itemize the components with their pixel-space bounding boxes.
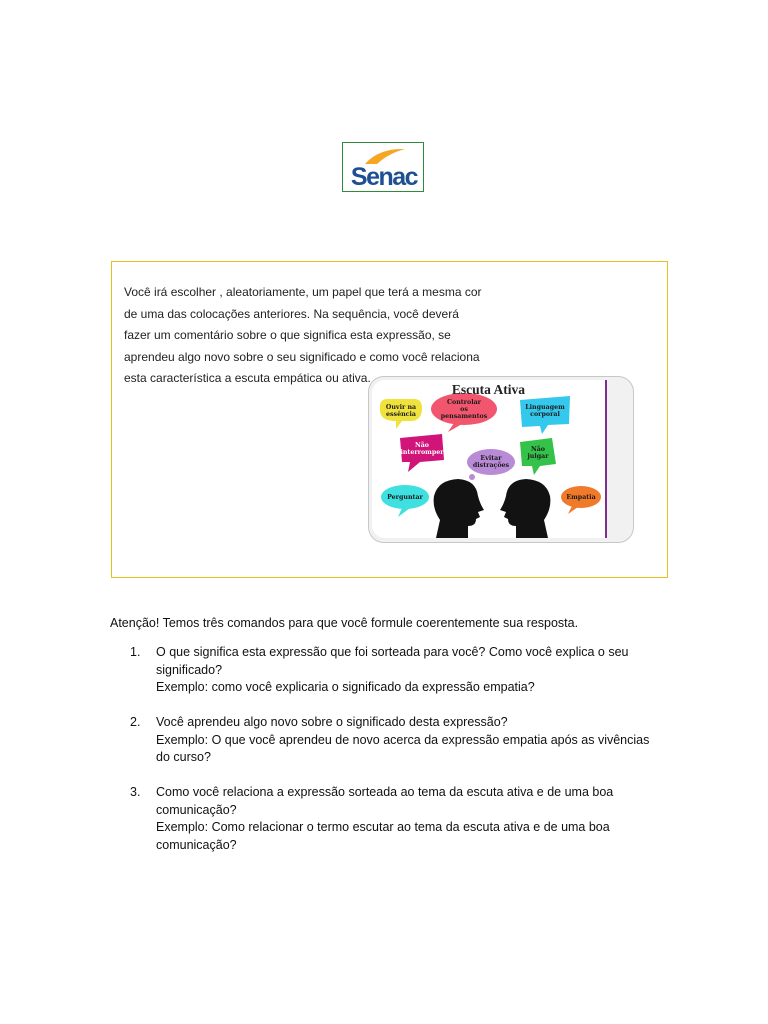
bubble-line: julgar (527, 453, 549, 460)
bubble-perguntar-tail (398, 508, 410, 517)
intro-line: aprendeu algo novo sobre o seu significado e como você relaciona (124, 349, 480, 364)
question-example: Exemplo: Como relacionar o termo escutar ao tema da escuta ativa e de uma boa (156, 820, 610, 834)
question-number: 2. (130, 715, 141, 729)
bubble-controlar-tail (448, 423, 462, 432)
instruction-frame (111, 261, 668, 578)
bubble-line: Controlar (446, 399, 481, 406)
bubble-line: essência (386, 411, 416, 418)
bubble-line: Perguntar (387, 494, 423, 501)
question-line: Você aprendeu algo novo sobre o significado desta expressão? (156, 715, 508, 729)
bubble-line: os (460, 406, 468, 413)
bubble-label-linguagem (522, 404, 568, 418)
intro-line: de uma das colocações anteriores. Na sequência, você deverá (124, 306, 459, 321)
bubble-line: interromper (400, 449, 444, 456)
illustration-panel (372, 380, 607, 538)
question-number: 1. (130, 645, 141, 659)
left-head-silhouette (434, 479, 484, 538)
question-example: do curso? (156, 750, 211, 764)
bubble-label-evitar (468, 455, 514, 469)
bubble-line: pensamentos (440, 413, 488, 420)
question-body (156, 714, 670, 767)
question-item-1 (130, 644, 670, 697)
intro-line: esta característica a escuta empática ou ativa. (124, 371, 371, 385)
question-line: significado? (156, 662, 223, 677)
question-item-2 (130, 714, 670, 767)
escuta-ativa-illustration (368, 376, 634, 543)
question-example: Exemplo: como você explicaria o significado da expressão empatia? (156, 680, 535, 694)
question-line: Como você relaciona a expressão sorteada ao tema da escuta ativa e de uma boa (156, 785, 614, 799)
illustration-title: Escuta Ativa (451, 382, 526, 397)
question-example: comunicação? (156, 837, 237, 852)
question-body (156, 644, 670, 697)
bubble-line: distrações (472, 462, 510, 469)
bubble-label-perguntar (383, 494, 427, 501)
question-list (130, 644, 670, 872)
bubble-label-interromper (400, 442, 444, 456)
question-number: 3. (130, 785, 141, 799)
intro-line: fazer um comentário sobre o que significa esta expressão, se (124, 328, 451, 342)
intro-text (124, 282, 484, 390)
attention-text: Atenção! Temos três comandos para que você formule coerentemente sua resposta. (110, 616, 579, 630)
senac-logo (342, 142, 424, 192)
question-body (156, 784, 670, 854)
bubble-line: Empatia (566, 494, 596, 501)
question-example: Exemplo: O que você aprendeu de novo acerca da expressão empatia após as vivências (156, 732, 650, 747)
bubble-line: Linguagem (525, 404, 565, 411)
bubble-line: Não (414, 442, 430, 449)
bubble-empatia-tail (568, 506, 578, 514)
logo-text: Senac (350, 163, 418, 191)
question-line: O que significa esta expressão que foi sorteada para você? Como você explica o seu (156, 645, 629, 659)
bubble-line: Não (530, 446, 546, 453)
bubble-line: Evitar (480, 455, 502, 462)
bubble-label-julgar (522, 446, 554, 460)
bubble-line: corporal (530, 411, 560, 418)
bubble-evitar-tail (469, 474, 475, 480)
bubble-label-controlar (438, 399, 490, 420)
question-line: comunicação? (156, 802, 237, 817)
question-item-3 (130, 784, 670, 854)
intro-line: Você irá escolher , aleatoriamente, um papel que terá a mesma cor (124, 285, 482, 299)
bubble-line: Ouvir na (385, 404, 417, 411)
bubble-label-empatia (563, 494, 599, 501)
bubble-label-ouvir (384, 404, 418, 418)
right-head-silhouette (500, 479, 550, 538)
